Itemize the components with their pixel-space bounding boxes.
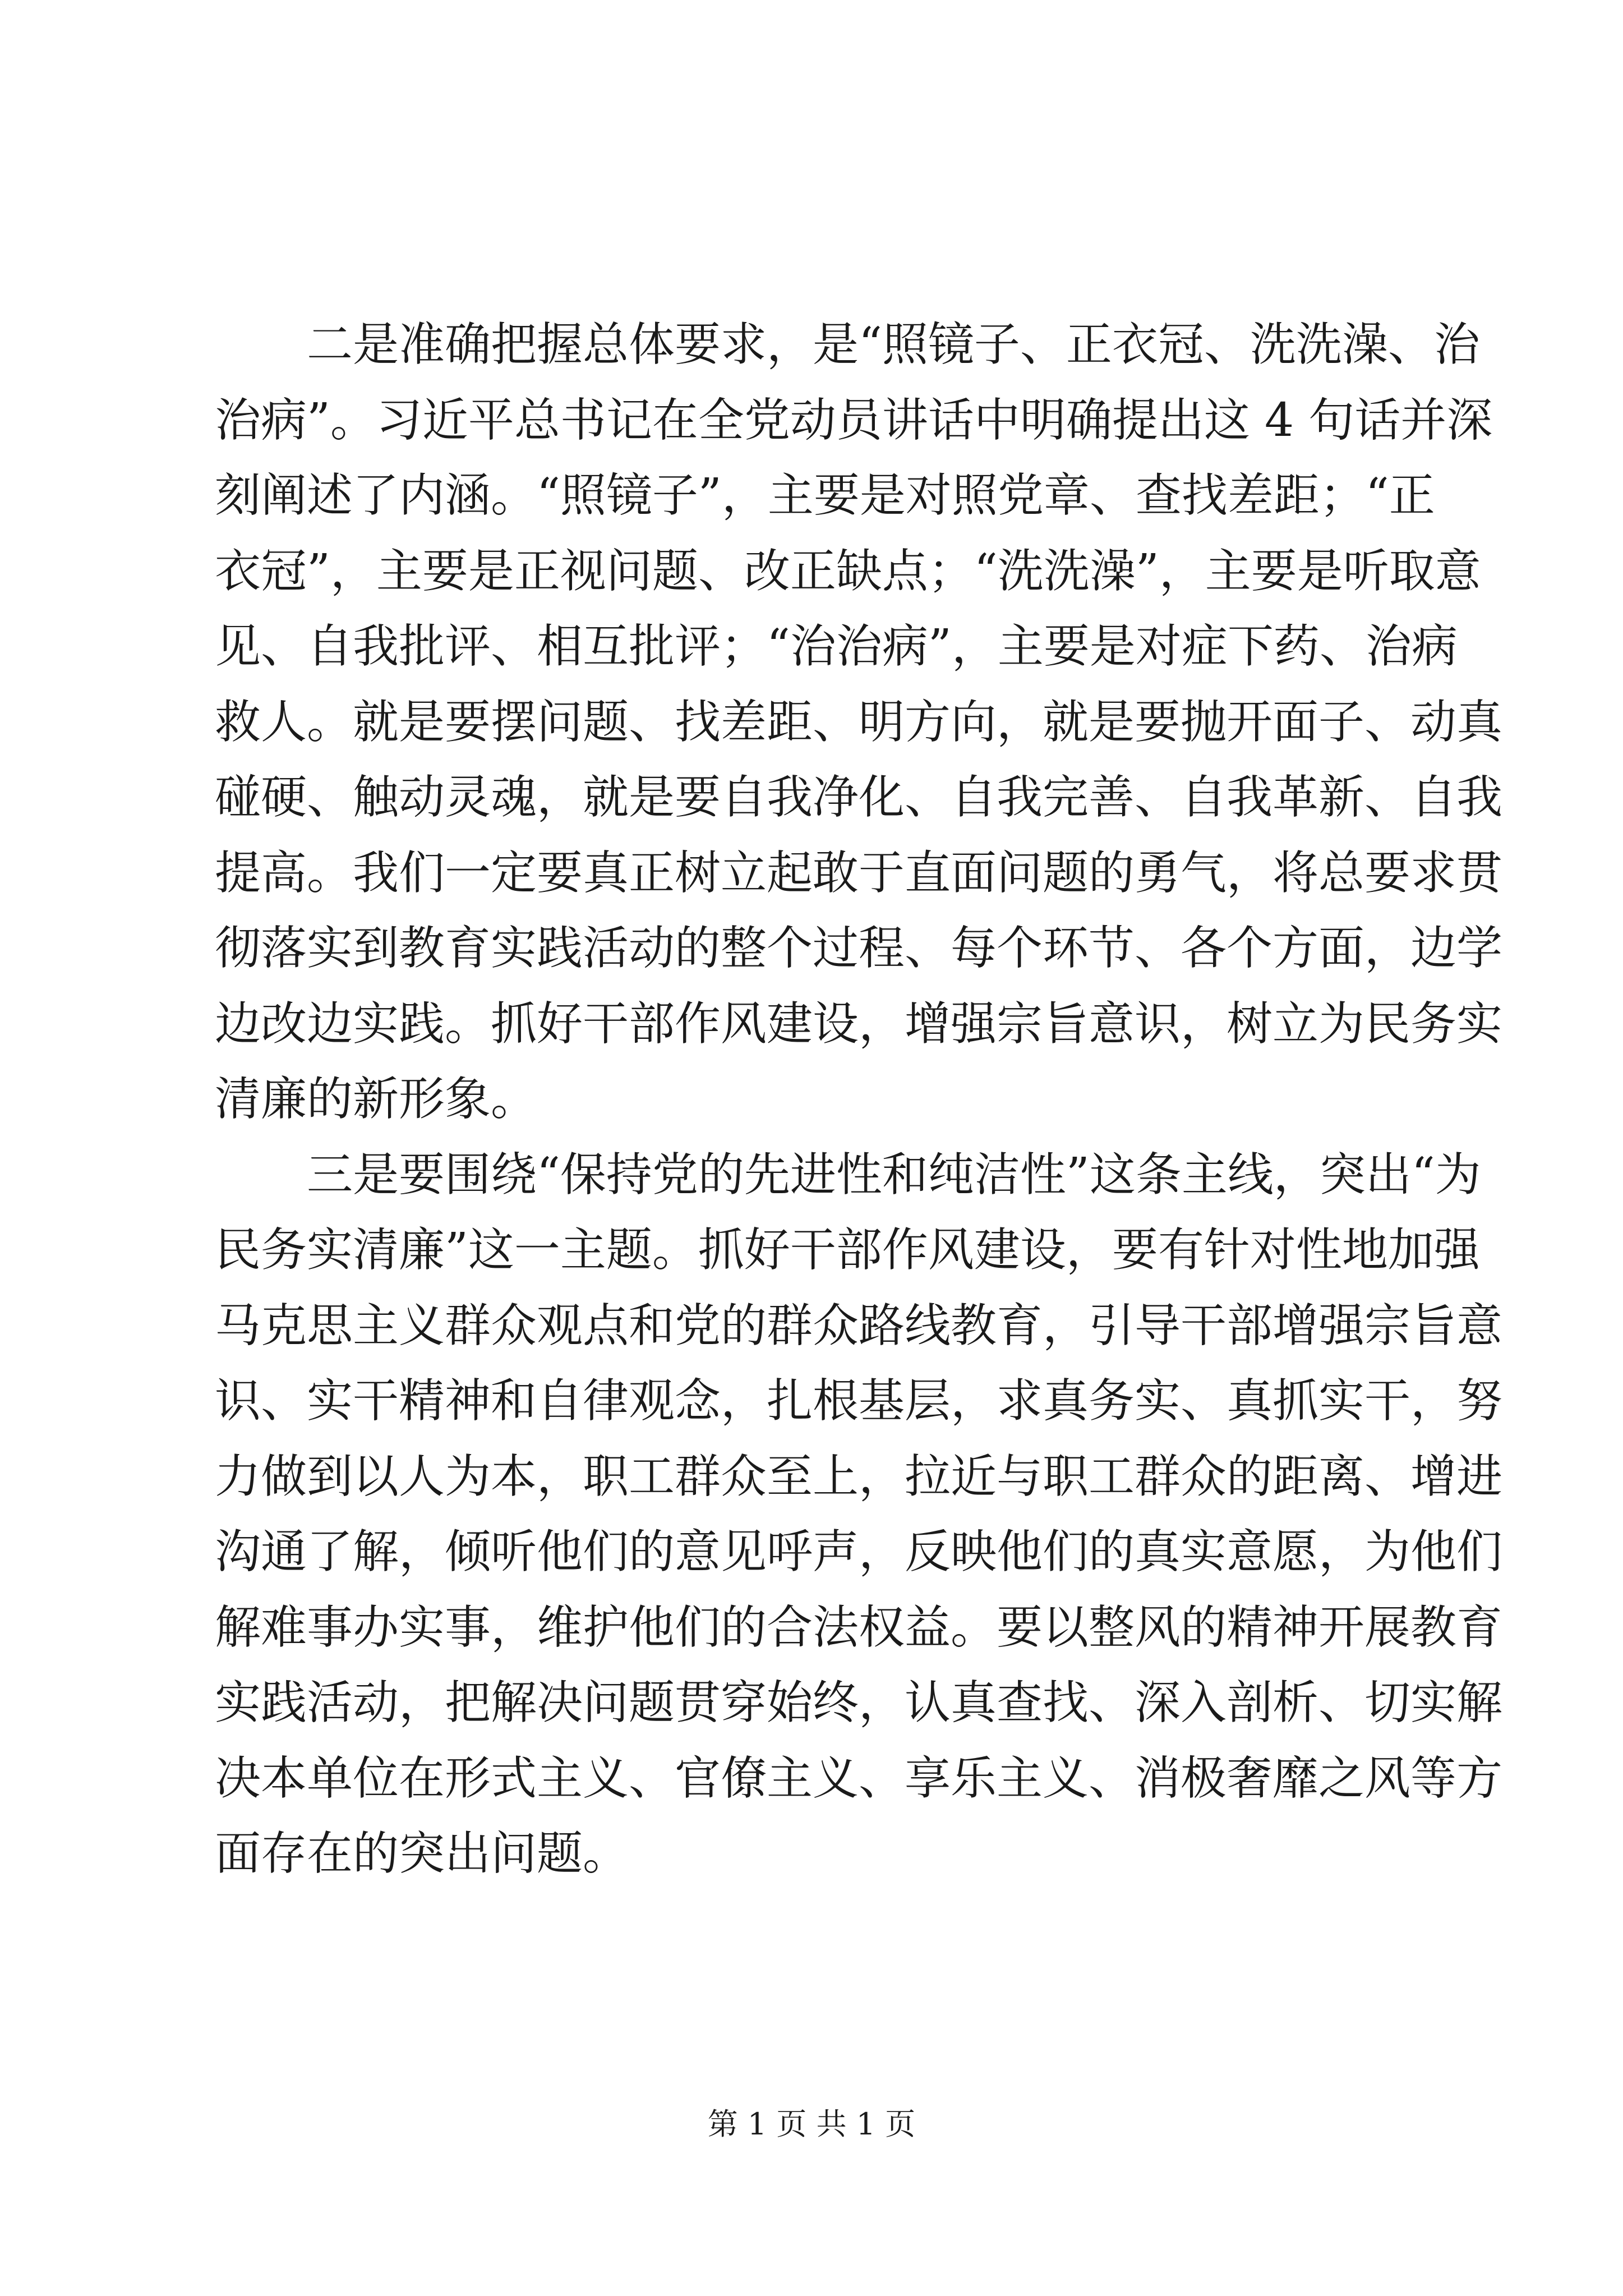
paragraph-2 xyxy=(215,1138,1503,1892)
paragraph-line: 边改边实践。抓好干部作风建设，增强宗旨意识，树立为民务实 xyxy=(215,997,1503,1051)
paragraph-line: 刻阐述了内涵。“照镜子”，主要是对照党章、查找差距；“正 xyxy=(215,469,1435,522)
paragraph-line: 救人。就是要摆问题、找差距、明方向，就是要抛开面子、动真 xyxy=(215,695,1503,749)
paragraph-line: 决本单位在形式主义、官僚主义、享乐主义、消极奢靡之风等方 xyxy=(215,1751,1503,1805)
paragraph-line: 解难事办实事，维护他们的合法权益。要以整风的精神开展教育 xyxy=(215,1600,1503,1654)
paragraph-line: 衣冠”，主要是正视问题、改正缺点；“洗洗澡”，主要是听取意 xyxy=(215,544,1481,598)
paragraph-line: 识、实干精神和自律观念，扎根基层，求真务实、真抓实干，努 xyxy=(215,1374,1503,1428)
paragraph-line: 彻落实到教育实践活动的整个过程、每个环节、各个方面，边学 xyxy=(215,922,1503,975)
paragraph-line: 清廉的新形象。 xyxy=(215,1073,537,1126)
paragraph-line: 见、自我批评、相互批评；“治治病”，主要是对症下药、治病 xyxy=(215,620,1458,673)
paragraph-line: 沟通了解，倾听他们的意见呼声，反映他们的真实意愿，为他们 xyxy=(215,1525,1503,1579)
paragraph-line: 力做到以人为本，职工群众至上，拉近与职工群众的距离、增进 xyxy=(215,1450,1503,1503)
page-number-label: 第 1 页 共 1 页 xyxy=(707,2106,916,2142)
paragraph-line: 马克思主义群众观点和党的群众路线教育，引导干部增强宗旨意 xyxy=(215,1299,1503,1352)
paragraph-line: 碰硬、触动灵魂，就是要自我净化、自我完善、自我革新、自我 xyxy=(215,771,1503,824)
paragraph-line: 民务实清廉”这一主题。抓好干部作风建设，要有针对性地加强 xyxy=(215,1223,1480,1277)
paragraph-line: 面存在的突出问题。 xyxy=(215,1827,629,1880)
document-body xyxy=(215,307,1503,1892)
paragraph-line: 实践活动，把解决问题贯穿始终，认真查找、深入剖析、切实解 xyxy=(215,1676,1503,1729)
paragraph-1 xyxy=(215,307,1503,1138)
paragraph-line: 二是准确把握总体要求，是“照镜子、正衣冠、洗洗澡、治 xyxy=(307,318,1480,371)
paragraph-line: 三是要围绕“保持党的先进性和纯洁性”这条主线，突出“为 xyxy=(307,1148,1481,1202)
page-footer xyxy=(0,2105,1623,2144)
paragraph-line: 提高。我们一定要真正树立起敢于直面问题的勇气，将总要求贯 xyxy=(215,846,1503,900)
paragraph-line: 治病”。习近平总书记在全党动员讲话中明确提出这 4 句话并深 xyxy=(215,393,1493,447)
